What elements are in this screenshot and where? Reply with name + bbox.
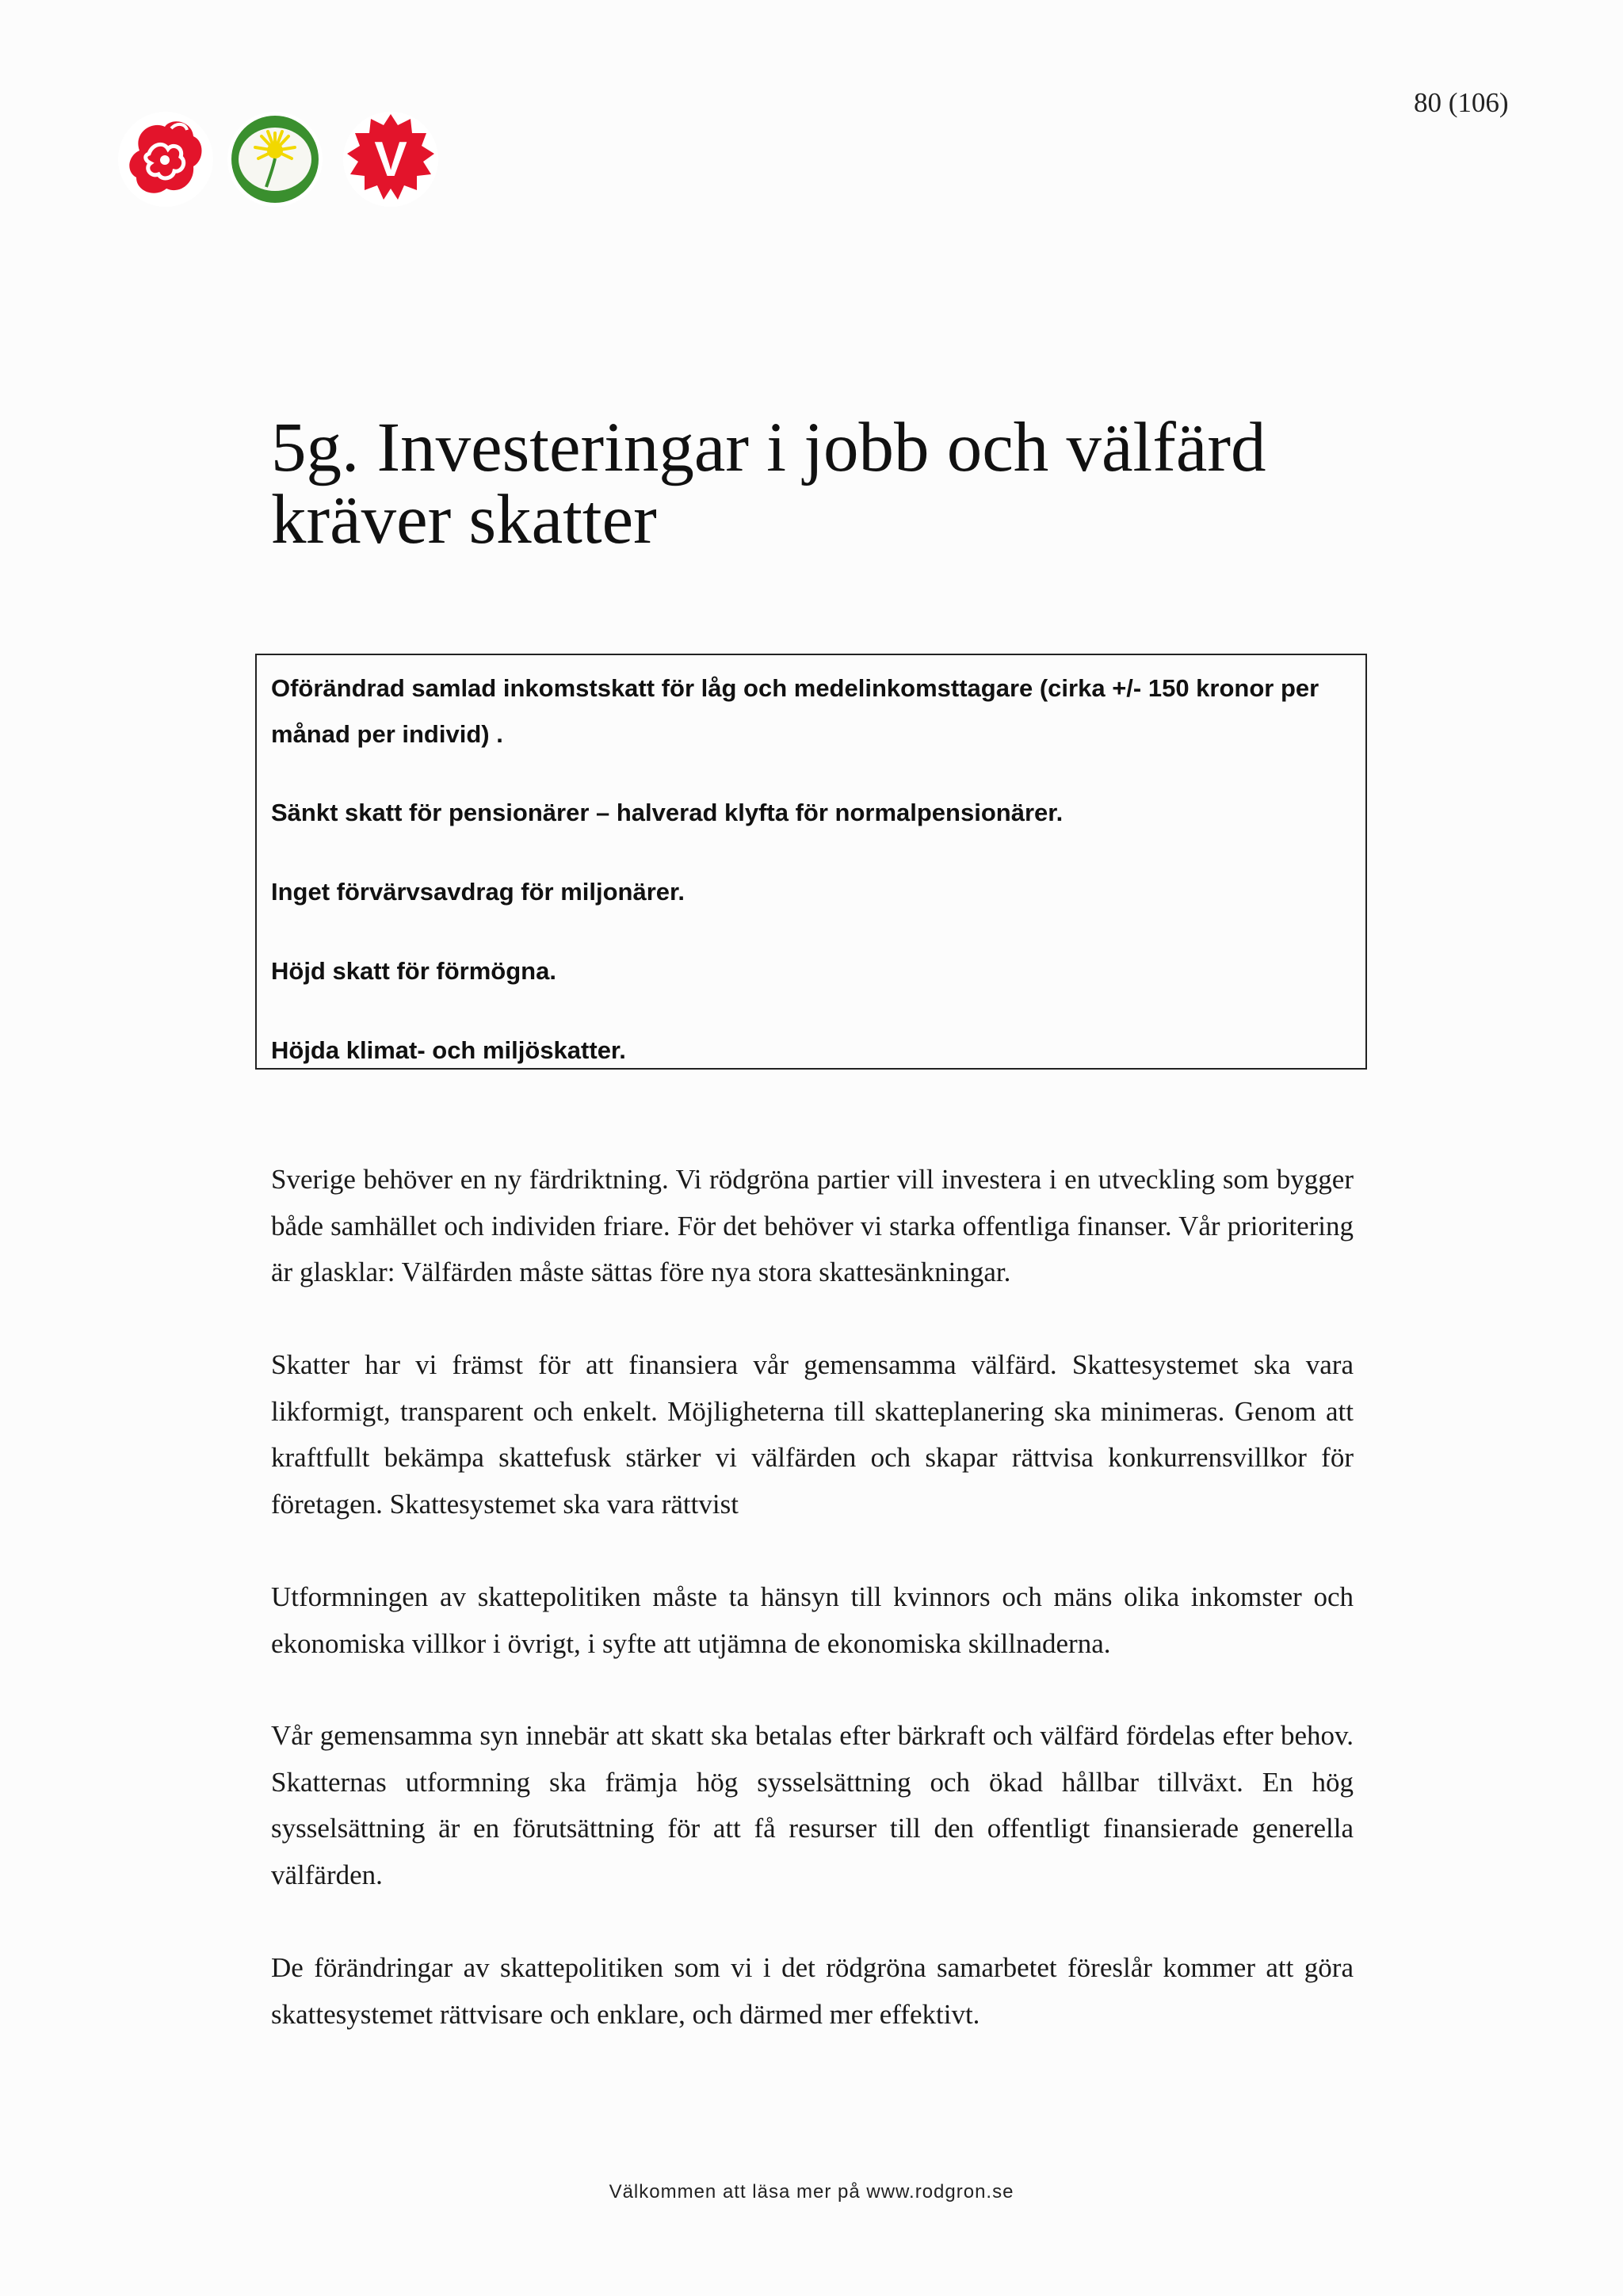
page-title-line-1: 5g. Investeringar i jobb och välfärd	[271, 409, 1266, 486]
page-number: 80 (106)	[1414, 87, 1509, 118]
body-paragraph: Sverige behöver en ny färdriktning. Vi rödgröna partier vill investera i en utveckling som bygger både samhället och individen friare. För det behöver vi starka offentliga finanser. Vår prioritering är glasklar: Välfärden måste sättas före nya stora skattesänkningar.	[271, 1164, 1354, 1287]
vansterpartiet-logo	[341, 109, 441, 209]
summary-item: Inget förvärvsavdrag för miljonärer.	[271, 878, 685, 906]
summary-item: Höjd skatt för förmögna.	[271, 957, 556, 985]
summary-item: Höjda klimat- och miljöskatter.	[271, 1036, 626, 1064]
summary-item: Sänkt skatt för pensionärer – halverad klyfta för normalpensionärer.	[271, 799, 1064, 826]
body-paragraph: De förändringar av skattepolitiken som vi i det rödgröna samarbetet föreslår kommer att göra skattesystemet rättvisare och enklare, och därmed mer effektivt.	[271, 1952, 1354, 2030]
page-title	[271, 409, 1365, 559]
body-paragraph: Utformningen av skattepolitiken måste ta hänsyn till kvinnors och mäns olika inkomster och ekonomiska villkor i övrigt, i syfte att utjämna de ekonomiska skillnaderna.	[271, 1581, 1354, 1659]
summary-item: Oförändrad samlad inkomstskatt för låg och medelinkomsttagare (cirka +/- 150 kronor per månad per individ) .	[271, 674, 1319, 748]
page-title-line-2: kräver skatter	[271, 481, 657, 559]
miljopartiet-dandelion-logo	[225, 109, 325, 209]
footer-link-text: Välkommen att läsa mer på www.rodgron.se	[609, 2181, 1014, 2203]
socialdemokraterna-rose-logo	[116, 109, 216, 209]
body-paragraph: Skatter har vi främst för att finansiera vår gemensamma välfärd. Skattesystemet ska vara likformigt, transparent och enkelt. Möjligheterna till skatteplanering ska minimeras. Genom att kraftfullt bekämpa skattefusk stärker vi välfärden och skapar rättvisa konkurrensvillkor för företagen. Skattesystemet ska vara rättvist	[271, 1349, 1354, 1520]
summary-box	[255, 654, 1367, 1070]
svg-text:V: V	[374, 132, 407, 187]
body-paragraph: Vår gemensamma syn innebär att skatt ska betalas efter bärkraft och välfärd fördelas efter behov. Skatternas utformning ska främja hög sysselsättning och ökad hållbar tillväxt. En hög sysselsättning är en förutsättning för att få resurser till den offentligt finansierade generella välfärden.	[271, 1720, 1354, 1890]
